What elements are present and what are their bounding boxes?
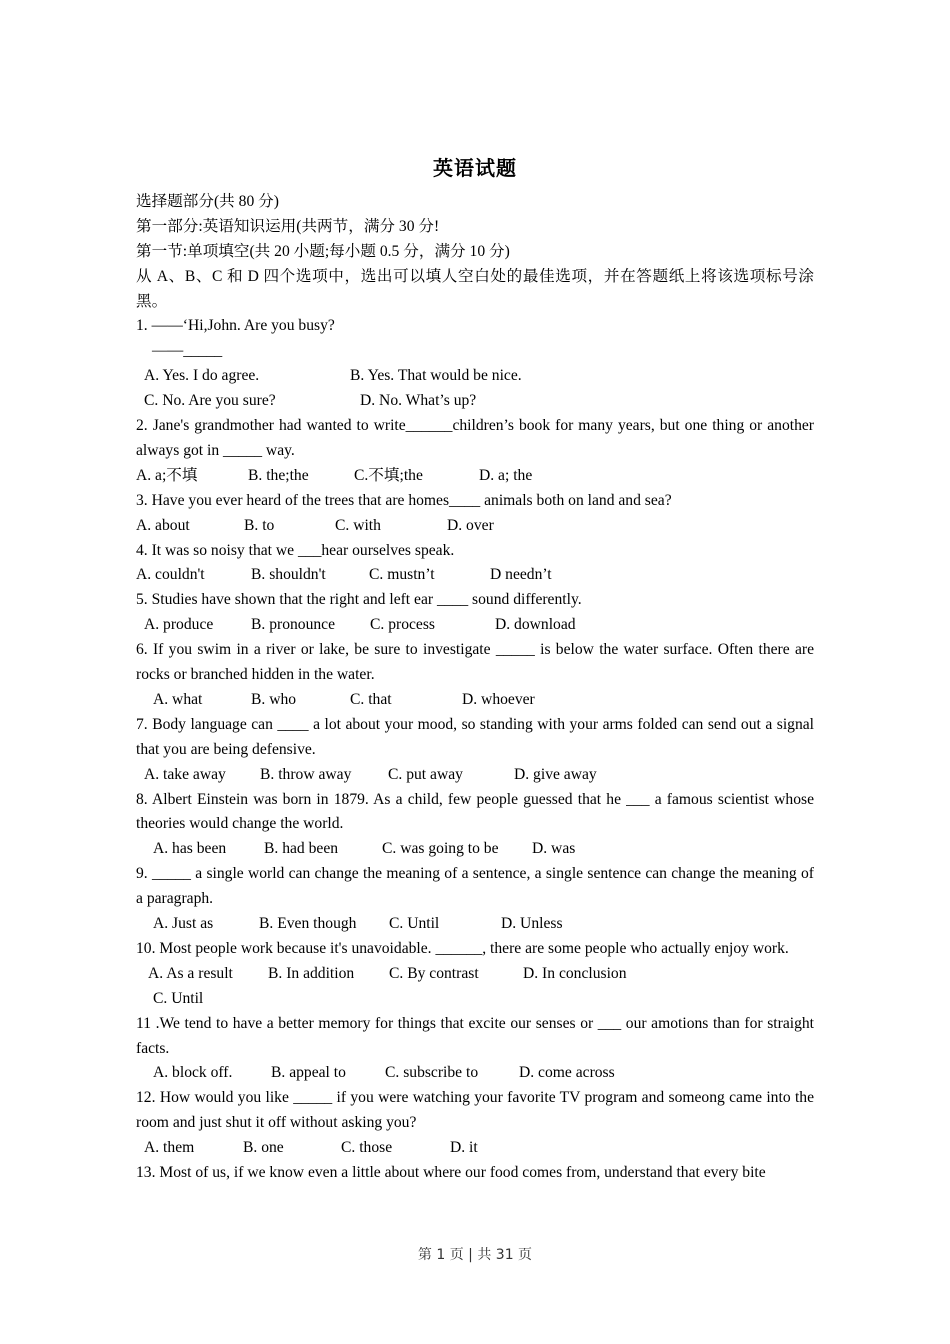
option-c[interactable]: C. those	[341, 1139, 393, 1157]
options-row	[136, 1061, 814, 1086]
option-d[interactable]: D. Unless	[501, 915, 563, 933]
option-d[interactable]: D. it	[450, 1139, 478, 1157]
option-b[interactable]: B. In addition	[268, 964, 355, 982]
option-a[interactable]: A. couldn't	[136, 566, 205, 584]
option-c[interactable]: C. No. Are you sure?	[144, 392, 276, 410]
options-row	[136, 389, 814, 414]
option-a[interactable]: A. what	[153, 690, 203, 708]
question-stem: 2. Jane's grandmother had wanted to write______children’s book for many years, but one thing or another always got in _____ way.	[136, 417, 814, 459]
option-a[interactable]: A. produce	[144, 616, 214, 634]
question-stem: 4. It was so noisy that we ___hear ourselves speak.	[136, 541, 455, 559]
options-row	[136, 514, 814, 539]
options-row	[136, 962, 814, 987]
option-b[interactable]: B. Yes. That would be nice.	[350, 367, 522, 385]
question-stem: 13. Most of us, if we know even a little about where our food comes from, understand that every bite	[136, 1164, 766, 1181]
option-c[interactable]: C. put away	[388, 765, 463, 783]
question-stem: 3. Have you ever heard of the trees that are homes____ animals both on land and sea?	[136, 491, 672, 509]
options-row	[136, 1136, 814, 1161]
question-stem: 10. Most people work because it's unavoidable. ______, there are some people who actually enjoy work.	[136, 939, 789, 957]
option-a[interactable]: A. Just as	[153, 915, 214, 933]
options-row	[136, 688, 814, 713]
option-d[interactable]: D. whoever	[462, 690, 535, 708]
option-a[interactable]: A. take away	[144, 765, 226, 783]
question-stem: 11 .We tend to have a better memory for things that excite our senses or ___ our amotions than for straight facts.	[136, 1014, 814, 1057]
option-c[interactable]: C. subscribe to	[385, 1064, 479, 1082]
option-d[interactable]: D. download	[495, 616, 576, 634]
option-d[interactable]: D. over	[447, 516, 494, 534]
options-row	[136, 912, 814, 937]
question-stem: 1. ——‘Hi,John. Are you busy?	[136, 317, 335, 335]
reply-blank: ——_____	[152, 342, 223, 360]
option-b[interactable]: B. shouldn't	[251, 566, 326, 584]
page-title: 英语试题	[433, 156, 517, 180]
option-c[interactable]: C. with	[335, 516, 381, 534]
option-c[interactable]: C. that	[350, 690, 392, 708]
option-b[interactable]: B. the;the	[248, 466, 309, 484]
option-d[interactable]: D. In conclusion	[523, 964, 627, 982]
subsection-heading: 第一节:单项填空(共 20 小题;每小题 0.5 分，满分 10 分)	[136, 242, 510, 260]
option-d[interactable]: D. No. What’s up?	[360, 392, 477, 410]
options-row	[136, 464, 814, 489]
option-a[interactable]: A. a;不填	[136, 466, 198, 484]
stray-option	[136, 987, 814, 1012]
options-row	[136, 563, 814, 588]
option-a[interactable]: A. has been	[153, 840, 227, 858]
question-stem: 8. Albert Einstein was born in 1879. As a child, few people guessed that he ___ a famous scientist whose theories would change the world.	[136, 790, 814, 833]
question-stem: 7. Body language can ____ a lot about your mood, so standing with your arms folded can send out a signal that you are being defensive.	[136, 715, 814, 758]
options-row	[136, 364, 814, 389]
instructions: 从 A、B、C 和 D 四个选项中，选出可以填人空白处的最佳选项，并在答题纸上将该选项标号涂黑。	[136, 267, 814, 310]
option-b[interactable]: B. one	[243, 1139, 284, 1157]
options-row	[136, 613, 814, 638]
option-c[interactable]: C. process	[370, 616, 435, 634]
option-a[interactable]: A. them	[144, 1139, 195, 1157]
option-d[interactable]: D. was	[532, 840, 576, 858]
option-c[interactable]: C. was going to be	[382, 840, 499, 858]
option-c[interactable]: C. By contrast	[389, 964, 479, 982]
option-a[interactable]: A. block off.	[153, 1064, 233, 1082]
question-stem-reply	[136, 339, 814, 364]
option-c[interactable]: C. mustn’t	[369, 566, 435, 584]
option-d[interactable]: D. come across	[519, 1064, 615, 1082]
option-b[interactable]: B. pronounce	[251, 616, 336, 634]
question-stem: 6. If you swim in a river or lake, be sure to investigate _____ is below the water surface. Often there are rocks or branched hidden in the water.	[136, 641, 814, 683]
question-stem: 5. Studies have shown that the right and left ear ____ sound differently.	[136, 591, 582, 609]
option-d[interactable]: D. a; the	[479, 466, 533, 484]
option-c[interactable]: C.不填;the	[354, 466, 423, 484]
option-a[interactable]: A. As a result	[148, 964, 233, 982]
option-b[interactable]: B. appeal to	[271, 1064, 346, 1082]
option-a[interactable]: A. about	[136, 516, 190, 534]
option-extra[interactable]: C. Until	[153, 989, 204, 1007]
option-c[interactable]: C. Until	[389, 915, 440, 933]
section-heading: 选择题部分(共 80 分)	[136, 193, 279, 210]
option-a[interactable]: A. Yes. I do agree.	[144, 367, 260, 385]
question-stem: 12. How would you like _____ if you were watching your favorite TV program and someong came into the room and just shut it off without asking you?	[136, 1089, 814, 1132]
document-body	[136, 190, 814, 1186]
page-footer: 第 1 页 | 共 31 页	[417, 1247, 533, 1263]
options-row	[136, 763, 814, 788]
part-heading: 第一部分:英语知识运用(共两节，满分 30 分!	[136, 217, 440, 235]
option-b[interactable]: B. who	[251, 690, 297, 708]
options-row	[136, 837, 814, 862]
option-b[interactable]: B. had been	[264, 840, 339, 858]
option-d[interactable]: D. give away	[514, 765, 597, 783]
question-stem: 9. _____ a single world can change the meaning of a sentence, a single sentence can change the meaning of a paragraph.	[136, 865, 814, 908]
option-b[interactable]: B. throw away	[260, 765, 352, 783]
option-d[interactable]: D needn’t	[490, 566, 552, 584]
option-b[interactable]: B. Even though	[259, 915, 357, 933]
option-b[interactable]: B. to	[244, 516, 275, 534]
